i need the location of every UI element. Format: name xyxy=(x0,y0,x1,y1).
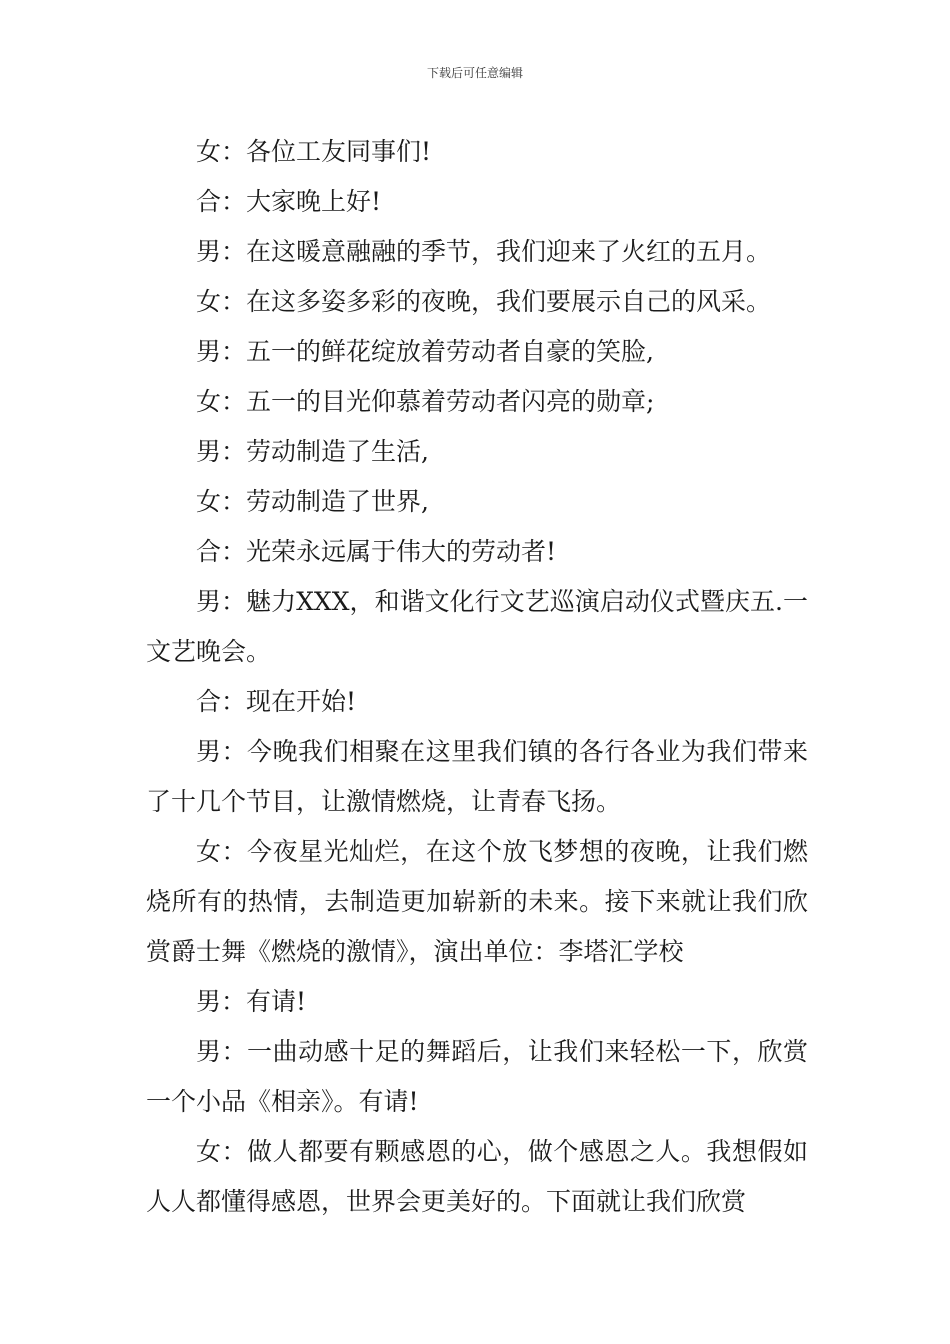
paragraph-2: 合：大家晚上好! xyxy=(196,187,382,216)
paragraph-4: 女：在这多姿多彩的夜晚，我们要展示自己的风采。 xyxy=(196,287,772,316)
paragraph-5: 男：五一的鲜花绽放着劳动者自豪的笑脸, xyxy=(196,337,654,366)
page-header: 下载后可任意编辑 xyxy=(426,66,523,80)
paragraph-13: 女：今夜星光灿烂，在这个放飞梦想的夜晚，让我们燃烧所有的热情，去制造更加崭新的未来。接下来就让我们欣赏爵士舞《燃烧的激情》，演出单位：李塔汇学校 xyxy=(146,837,808,966)
paragraph-9: 合：光荣永远属于伟大的劳动者! xyxy=(196,537,557,566)
paragraph-12: 男：今晚我们相聚在这里我们镇的各行各业为我们带来了十几个节目，让激情燃烧，让青春飞扬。 xyxy=(146,737,808,816)
paragraph-16: 女：做人都要有颗感恩的心，做个感恩之人。我想假如人人都懂得感恩，世界会更美好的。下面就让我们欣赏 xyxy=(146,1137,808,1216)
paragraph-1: 女：各位工友同事们! xyxy=(196,137,432,166)
paragraph-3: 男：在这暖意融融的季节，我们迎来了火红的五月。 xyxy=(196,237,772,266)
paragraph-11: 合：现在开始! xyxy=(196,687,357,716)
paragraph-15: 男：一曲动感十足的舞蹈后，让我们来轻松一下，欣赏一个小品《相亲》。有请! xyxy=(146,1037,808,1116)
paragraph-10: 男：魅力XXX，和谐文化行文艺巡演启动仪式暨庆五.一文艺晚会。 xyxy=(146,587,808,666)
paragraph-7: 男：劳动制造了生活, xyxy=(196,437,429,466)
paragraph-6: 女：五一的目光仰慕着劳动者闪亮的勋章; xyxy=(196,387,655,416)
paragraph-8: 女：劳动制造了世界, xyxy=(196,487,429,516)
paragraph-14: 男：有请! xyxy=(196,987,307,1016)
document-body xyxy=(146,127,808,1227)
